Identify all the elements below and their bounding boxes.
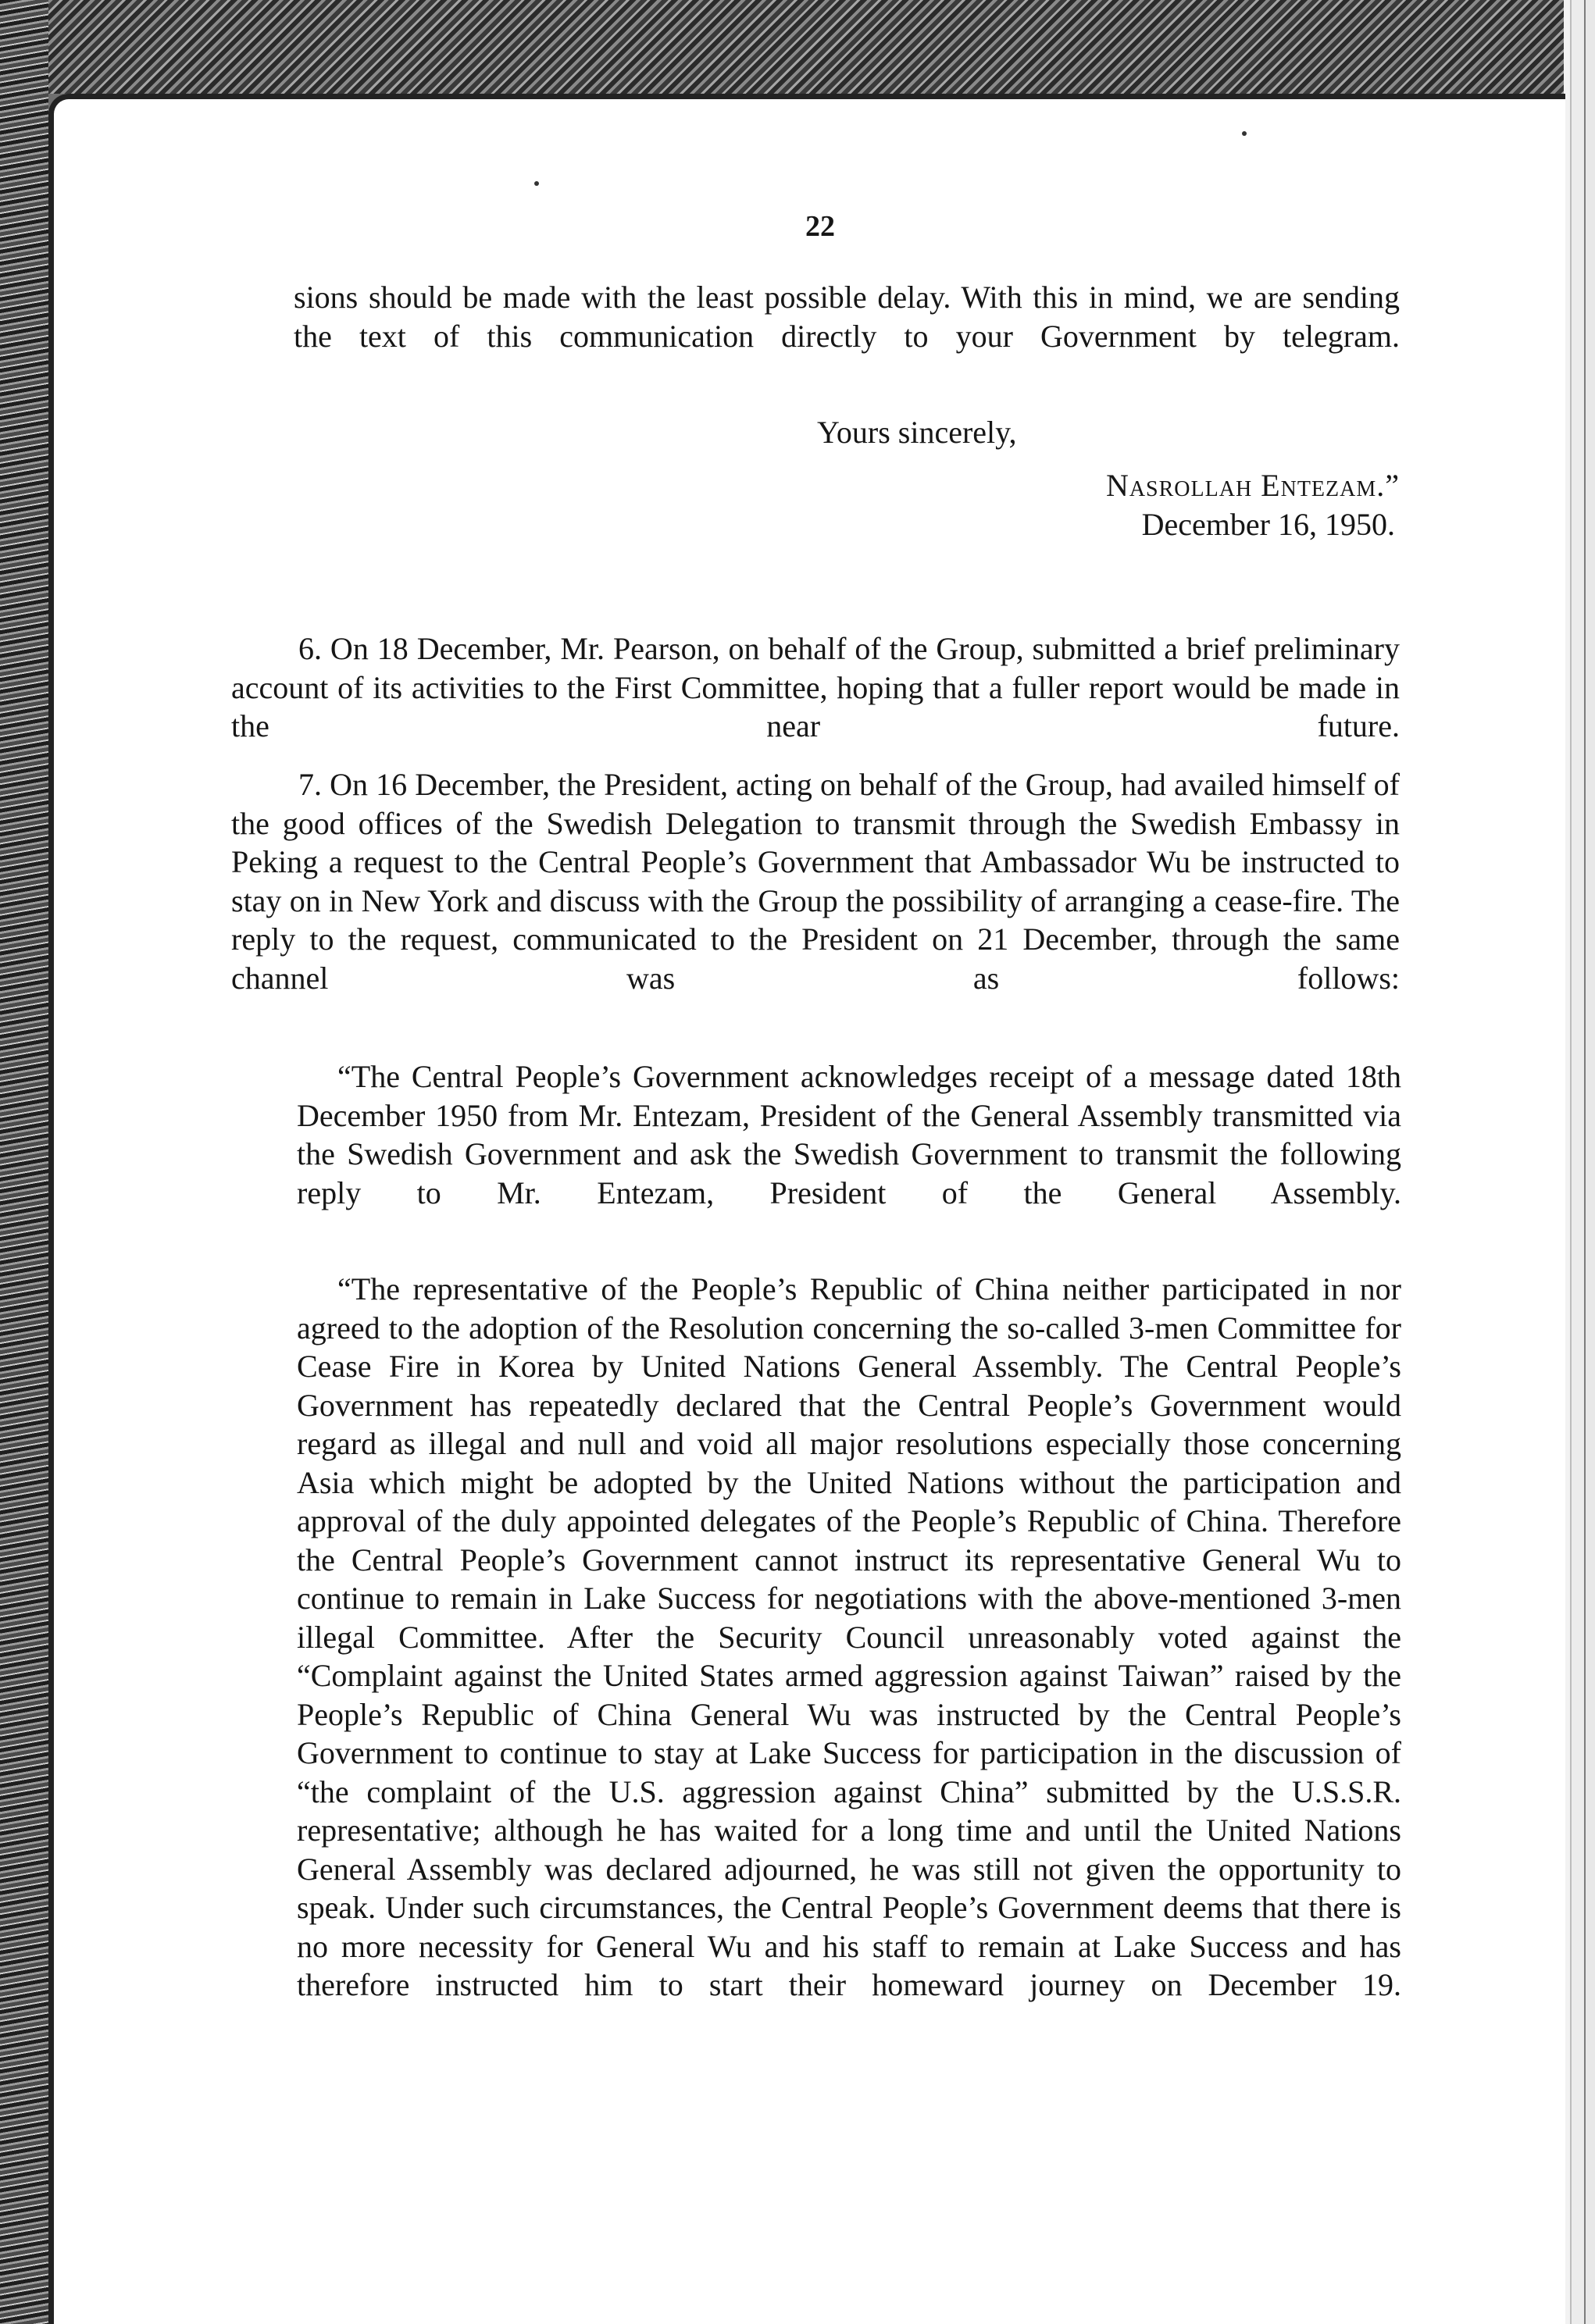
paragraph-6 [231,629,1400,784]
paragraph-7 [231,765,1400,1036]
scan-speck [1242,131,1247,136]
scan-border-top [0,0,1595,94]
letter-signature: Nasrollah Entezam.” [1105,468,1400,503]
intro-paragraph: sions should be made with the least possible delay. With this in mind, we are sending the text of this communication directly to your Government by telegram. [294,280,1400,354]
paragraph-6-text: 6. On 18 December, Mr. Pearson, on behalf of the Group, submitted a brief preliminary account of its activities to the First Committee, hoping that a fuller report would be made in the near future. [231,631,1400,743]
scan-speck [534,181,539,186]
quoted-reply-paragraph-1 [297,1057,1401,1251]
scan-border-right [1564,0,1595,2324]
quoted-reply-paragraph-2 [297,1270,1401,2043]
scan-border-left [0,0,48,2324]
letter-closing: Yours sincerely, [817,415,1017,450]
letter-date: December 16, 1950. [1141,507,1395,542]
paragraph-7-text: 7. On 16 December, the President, acting on behalf of the Group, had availed himself of the good offices of the Swedish Delegation to transmit through the Swedish Embassy in Peking a request to the Central People’s Government that Ambassador Wu be instructed to stay on in New York and discuss with the Group the possibility of arranging a cease-fire. The reply to the request, communicated to the President on 21 December, through the same channel was as follows: [231,767,1400,996]
page-number: 22 [805,210,835,243]
quote-1-text: “The Central People’s Government acknowledges receipt of a message dated 18th December 1950 from Mr. Entezam, President of the General Assembly transmitted via the Swedish Government and ask the Swedish Government to transmit the following reply to Mr. Entezam, President of the General Assembly. [297,1059,1401,1210]
quote-2-text: “The representative of the People’s Republic of China neither participated in nor agreed to the adoption of the Resolution concerning the so-called 3-men Committee for Cease Fire in Korea by United Nations General Assembly. The Central People’s Government has repeatedly declared that the Central People’s Government would regard as illegal and null and void all major resolutions especially those concerning Asia which might be adopted by the United Nations without the participation and approval of the duly appointed delegates of the People’s Republic of China. Therefore the Central People’s Government cannot instruct its representative General Wu to continue to remain in Lake Success for negotiations with the above-mentioned 3-men illegal Committee. After the Security Council unreasonably voted against the “Complaint against the United States armed aggression against Taiwan” raised by the People’s Republic of China General Wu was instructed by the Central People’s Government to continue to stay at Lake Success for participation in the discussion of “the complaint of the U.S. aggression against China” submitted by the U.S.S.R. representative; although he has waited for a long time and until the United Nations General Assembly was declared adjourned, he was still not given the opportunity to speak. Under such circumstances, the Central People’s Government deems that there is no more necessity for General Wu and his staff to remain at Lake Success and has therefore instructed him to start their homeward journey on December 19. [297,1271,1401,2002]
